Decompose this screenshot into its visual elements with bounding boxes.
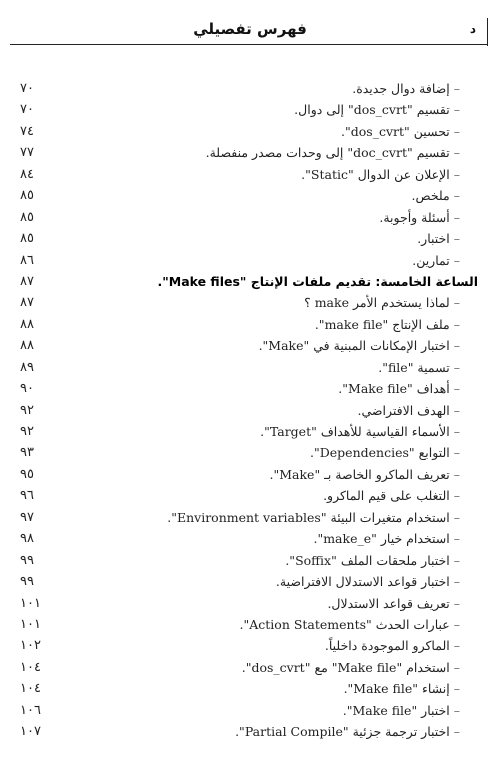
bullet-dash: – [453,574,460,590]
toc-page-number: ٩٧ [20,509,34,525]
toc-entry [0,101,500,122]
bullet-dash: – [453,102,460,118]
toc-entry-label: ملف الإنتاج "make file". [314,316,450,332]
toc-entry [0,552,500,573]
toc-section-heading [0,273,500,294]
toc-page-number: ٨٥ [20,188,34,204]
toc-entry-label: أهداف "Make file". [338,381,450,397]
toc-entry-text [285,553,460,568]
toc-entry-label: الهدف الافتراضي. [357,402,450,418]
toc-entry-label: استخدام متغيرات البيئة "Environment variables". [167,509,450,525]
header-page-letter: د [469,22,476,36]
toc-entry-text [276,574,460,589]
toc-entry-label: أسئلة وأجوبة. [379,209,450,225]
toc-page-number: ٨٤ [20,166,34,182]
bullet-dash: – [453,359,460,375]
toc-page-number: ٩٨ [20,531,34,547]
bullet-dash: – [453,702,460,718]
toc-entry-text [327,596,460,611]
toc-page-number: ٨٩ [20,359,34,375]
toc-entry-text [294,102,460,117]
bullet-dash: – [453,123,460,139]
toc-page-number: ٩٥ [20,466,34,482]
toc-page-number: ٩٣ [20,445,34,461]
bullet-dash: – [453,659,460,675]
toc-entry [0,80,500,101]
toc-page-number: ١٠٧ [20,724,41,740]
toc-list [0,80,500,745]
toc-entry [0,316,500,337]
bullet-dash: – [453,295,460,311]
toc-entry [0,466,500,487]
toc-entry [0,252,500,273]
bullet-dash: – [453,316,460,332]
bullet-dash: – [453,638,460,654]
toc-page-number: ٩٩ [20,574,34,590]
header-rule [10,44,488,45]
toc-entry-label: اختبار قواعد الاستدلال الافتراضية. [275,574,450,590]
toc-entry-text [242,660,460,675]
toc-entry-label: تسمية "file". [378,359,450,375]
toc-page-number: ٨٧ [20,273,34,289]
toc-entry-text [323,488,460,503]
toc-page-number: ٨٨ [20,316,34,332]
toc-entry-label: اختبار ترجمة جزئية "Partial Compile". [235,724,450,740]
page-title: فهرس تفصيلي [193,20,307,38]
toc-entry-text [357,403,460,418]
toc-entry-text [206,145,460,160]
toc-page-number: ٨٥ [20,231,34,247]
toc-entry-text [301,167,460,182]
toc-entry [0,423,500,444]
toc-entry [0,144,500,165]
bullet-dash: – [453,466,460,482]
toc-entry-label: إنشاء "Make file". [343,681,450,697]
toc-entry-label: الماكرو الموجودة داخلياً. [324,638,450,654]
toc-entry-label: ملخص. [411,188,450,204]
toc-entry-text [412,253,460,268]
toc-entry [0,337,500,358]
toc-page-number: ٨٨ [20,338,34,354]
toc-entry-text [259,338,460,353]
toc-page-number: ١٠١ [20,595,41,611]
toc-entry-label: استخدام "Make file" مع "dos_cvrt". [241,659,450,675]
toc-entry [0,723,500,744]
bullet-dash: – [453,166,460,182]
bullet-dash: – [453,488,460,504]
toc-entry-label: تقسيم "doc_cvrt" إلى وحدات مصدر منفصلة. [205,145,450,161]
toc-entry-label: تقسيم "dos_cvrt" إلى دوال. [294,102,450,118]
bullet-dash: – [453,252,460,268]
toc-entry [0,380,500,401]
toc-page-number: ٨٦ [20,252,34,268]
bullet-dash: – [453,188,460,204]
toc-entry-text [240,617,460,632]
toc-entry-label: التغلب على قيم الماكرو. [323,488,450,504]
toc-entry-text [260,424,460,439]
toc-entry [0,359,500,380]
toc-entry-text [304,295,460,310]
toc-page-number: ١٠٦ [20,702,41,718]
toc-entry-text [157,274,478,289]
toc-entry-text [341,124,460,139]
toc-entry-text [313,531,460,546]
toc-entry-label: الأسماء القياسية للأهداف "Target". [260,424,450,439]
toc-page-number: ٧٠ [20,102,34,118]
toc-entry-text [167,510,460,525]
bullet-dash: – [453,595,460,611]
toc-entry-text [344,681,460,696]
toc-entry [0,487,500,508]
toc-entry [0,444,500,465]
toc-entry [0,637,500,658]
toc-entry-label: اختبار ملحقات الملف "Soffix". [285,552,450,568]
toc-entry [0,123,500,144]
bullet-dash: – [453,445,460,461]
toc-entry-text [325,638,460,653]
bullet-dash: – [453,231,460,247]
toc-entry [0,573,500,594]
toc-entry-text [338,381,460,396]
toc-entry [0,230,500,251]
toc-entry [0,680,500,701]
toc-entry-text [379,210,460,225]
toc-entry-label: استخدام خيار "make_e". [313,531,450,547]
bullet-dash: – [453,681,460,697]
toc-entry [0,702,500,723]
toc-entry [0,187,500,208]
toc-entry-text [315,317,460,332]
toc-entry-label: تعريف قواعد الاستدلال. [327,595,450,611]
bullet-dash: – [453,509,460,525]
toc-page-number: ٩٦ [20,488,34,504]
toc-entry [0,595,500,616]
toc-page-number: ٩٩ [20,552,34,568]
toc-entry-text [412,188,460,203]
bullet-dash: – [453,338,460,354]
bullet-dash: – [453,552,460,568]
toc-entry [0,166,500,187]
toc-entry-text [269,467,460,482]
toc-page-number: ٩٠ [20,381,34,397]
bullet-dash: – [453,531,460,547]
bullet-dash: – [453,616,460,632]
toc-page-number: ٧٤ [20,123,34,139]
toc-entry-label: عبارات الحدث "Action Statements". [239,616,450,632]
toc-page-number: ٩٢ [20,424,34,439]
bullet-dash: – [453,81,460,96]
toc-entry-label: لماذا يستخدم الأمر make ؟ [304,295,450,311]
toc-entry-label: اختبار الإمكانات المبنية في "Make". [258,338,450,354]
toc-entry-label: اختبار. [417,231,450,247]
toc-entry [0,209,500,230]
toc-entry [0,530,500,551]
toc-page-number: ٧٠ [20,81,34,96]
bullet-dash: – [453,724,460,740]
bullet-dash: – [453,381,460,397]
toc-page-number: ١٠١ [20,616,41,632]
toc-entry [0,402,500,423]
page-header [0,0,500,60]
toc-entry-label: الإعلان عن الدوال "Static". [301,166,450,182]
toc-entry-label: تمارين. [412,252,450,268]
toc-entry-text [310,445,460,460]
bullet-dash: – [453,145,460,161]
toc-page-number: ١٠٢ [20,638,41,654]
toc-page-number: ٩٢ [20,402,34,418]
toc-entry-text [417,231,460,246]
toc-entry [0,659,500,680]
toc-entry-label: اختبار "Make file". [342,702,450,718]
toc-entry-text [378,360,460,375]
toc-entry-label: التوابع "Dependencies". [310,445,450,461]
toc-entry-label: تحسين "dos_cvrt". [341,123,450,139]
toc-page-number: ٧٧ [20,145,34,161]
toc-entry-label: إضافة دوال جديدة. [352,81,450,96]
toc-entry [0,616,500,637]
bullet-dash: – [453,209,460,225]
toc-entry [0,294,500,315]
toc-page-number: ٨٥ [20,209,34,225]
toc-entry-text [235,724,460,739]
toc-entry-text [352,81,460,96]
toc-page-number: ١٠٤ [20,681,41,697]
toc-page-number: ١٠٤ [20,659,41,675]
toc-entry-text [343,703,460,718]
toc-page-number: ٨٧ [20,295,34,311]
toc-entry-label: الساعة الخامسة: تقديم ملفات الإنتاج "Make files". [157,273,478,289]
toc-entry [0,509,500,530]
bullet-dash: – [453,424,460,439]
bullet-dash: – [453,402,460,418]
toc-entry-label: تعريف الماكرو الخاصة بـ "Make". [269,466,450,482]
